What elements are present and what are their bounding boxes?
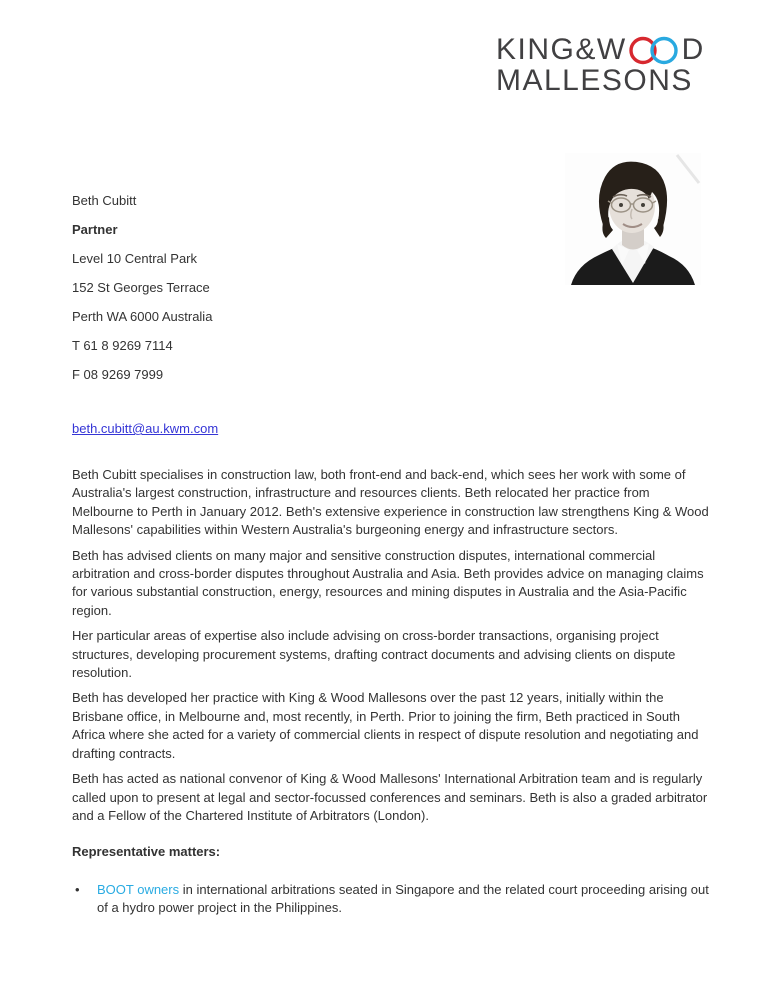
bio-paragraph-2: Beth has advised clients on many major and sensitive construction disputes, international commercial arbitration and cross-border disputes throughout Australia and Asia. Beth provides advice on managing claims for various substantial construction, energy, resources and mining disputes in Australia and the Asia-Pacific region. (72, 547, 704, 618)
bio-paragraph-4: Beth has developed her practice with King & Wood Mallesons over the past 12 years, initially within the Brisbane office, in Melbourne and, most recently, in Perth. Prior to joining the firm, Beth practiced in South Africa where she acted for a variety of commercial clients in respect of dispute resolution and negotiating and drafting contracts. (72, 690, 699, 761)
boot-owners-link[interactable]: BOOT owners (97, 881, 180, 897)
address-line-2: 152 St Georges Terrace (72, 280, 210, 295)
address-line-3: Perth WA 6000 Australia (72, 309, 213, 324)
firm-logo (496, 34, 705, 96)
logo-line1 (496, 34, 705, 65)
logo-text-king-and-w: KING&W (496, 33, 627, 66)
person-name: Beth Cubitt (72, 193, 137, 208)
matters-bullet-list (72, 881, 714, 918)
representative-matters-heading: Representative matters: (72, 844, 221, 860)
phone-number: T 61 8 9269 7114 (72, 338, 173, 353)
bio-section (72, 466, 714, 918)
logo-text-d: D (681, 33, 705, 66)
bio-paragraph-5: Beth has acted as national convenor of King & Wood Mallesons' International Arbitration team and is regularly called upon to present at legal and sector-focussed conferences and seminars. Beth is also a graded arbitrator and a Fellow of the Chartered Institute of Arbitrators (London). (72, 771, 708, 823)
email-row (72, 421, 218, 436)
logo-rings-icon (628, 34, 681, 65)
logo-line2: MALLESONS (496, 64, 693, 97)
contact-card (72, 193, 212, 396)
fax-number: F 08 9269 7999 (72, 367, 164, 382)
job-title: Partner (72, 222, 118, 237)
profile-photo (565, 153, 701, 285)
bullet-text (97, 881, 714, 918)
bio-paragraph-1: Beth Cubitt specialises in construction law, both front-end and back-end, which sees her work with some of Australia's largest construction, infrastructure and resources clients. Beth relocated her practice from Melbourne to Perth in January 2012. Beth's extensive experience in construction law strengthens King & Wood Mallesons' capabilities within Western Australia's burgeoning energy and infrastructure sectors. (72, 467, 709, 538)
list-item (72, 881, 714, 918)
address-line-1: Level 10 Central Park (72, 251, 198, 266)
bio-paragraph-3: Her particular areas of expertise also include advising on cross-border transactions, organising project structures, developing procurement systems, drafting contract documents and advising clients on dispute resolution. (72, 628, 676, 681)
email-link[interactable]: beth.cubitt@au.kwm.com (72, 421, 219, 436)
bullet-text-rest: in international arbitrations seated in Singapore and the related court proceeding arising out of a hydro power project in the Philippines. (97, 881, 709, 916)
bullet-icon: • (75, 881, 80, 897)
